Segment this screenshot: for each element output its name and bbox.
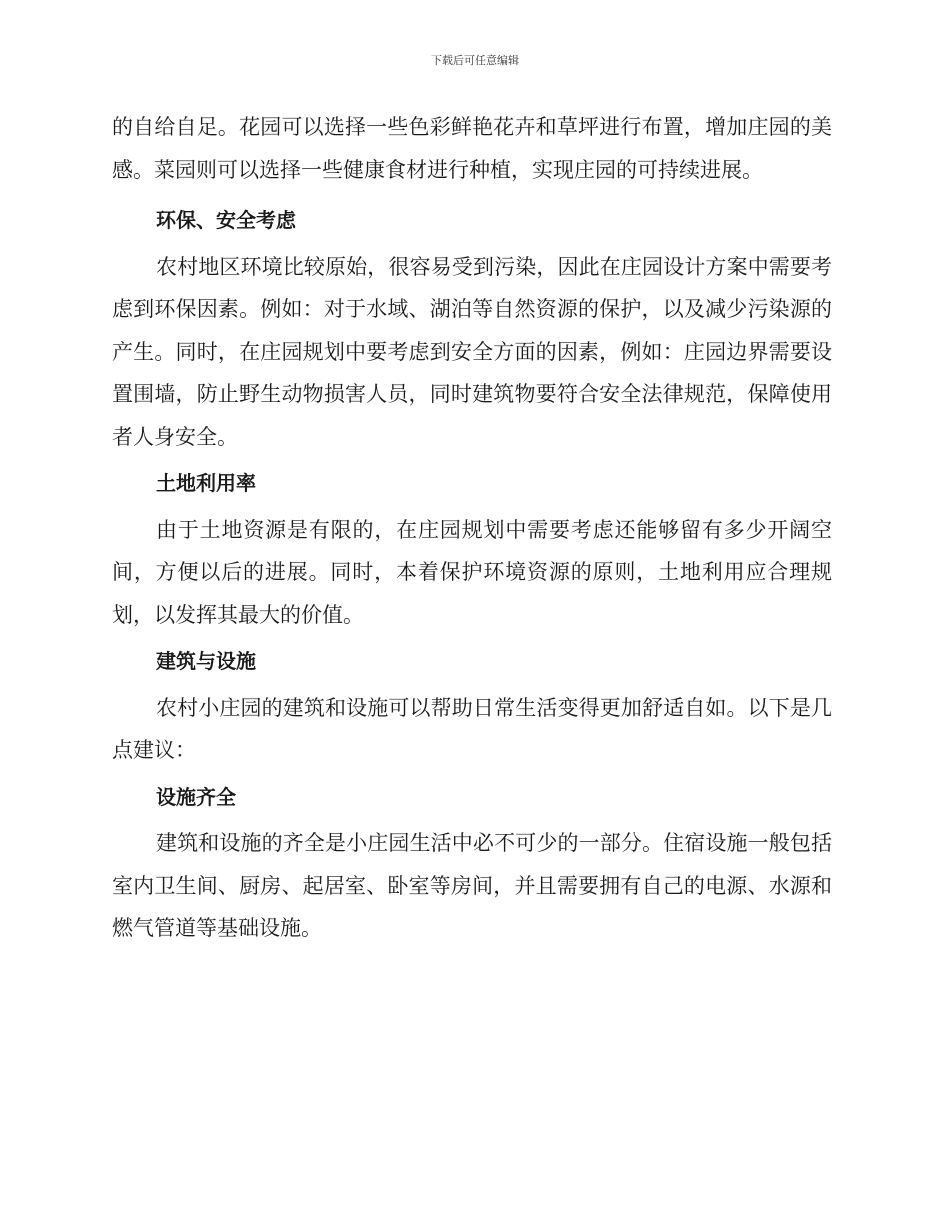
section-heading: 设施齐全 — [156, 784, 236, 809]
section-paragraph: 农村地区环境比较原始，很容易受到污染，因此在庄园设计方案中需要考虑到环保因素。例如：对于水域、湖泊等自然资源的保护，以及减少污染源的产生。同时，在庄园规划中要考虑到安全方面的因素，例如：庄园边界需要设置围墙，防止野生动物损害人员，同时建筑物要符合安全法律规范，保障使用者人身安全。 — [112, 254, 832, 449]
section-heading: 环保、安全考虑 — [156, 208, 296, 232]
document-body — [112, 106, 832, 950]
section-land-use — [112, 462, 832, 636]
header-note: 下载后可任意编辑 — [431, 54, 519, 67]
section-paragraph: 农村小庄园的建筑和设施可以帮助日常生活变得更加舒适自如。以下是几点建议： — [112, 695, 832, 762]
section-paragraph: 由于土地资源是有限的，在庄园规划中需要考虑还能够留有多少开阔空间，方便以后的进展。同时，本着保护环境资源的原则，土地利用应合理规划，以发挥其最大的价值。 — [112, 517, 832, 627]
continuation-paragraph: 的自给自足。花园可以选择一些色彩鲜艳花卉和草坪进行布置，增加庄园的美感。菜园则可以选择一些健康食材进行种植，实现庄园的可持续进展。 — [112, 115, 832, 182]
section-complete-facilities — [112, 776, 832, 950]
section-buildings-facilities — [112, 640, 832, 772]
section-paragraph: 建筑和设施的齐全是小庄园生活中必不可少的一部分。住宿设施一般包括室内卫生间、厨房、起居室、卧室等房间，并且需要拥有自己的电源、水源和燃气管道等基础设施。 — [112, 831, 832, 940]
section-heading: 建筑与设施 — [156, 649, 256, 673]
section-environment-safety — [112, 199, 832, 458]
section-heading: 土地利用率 — [156, 471, 256, 495]
